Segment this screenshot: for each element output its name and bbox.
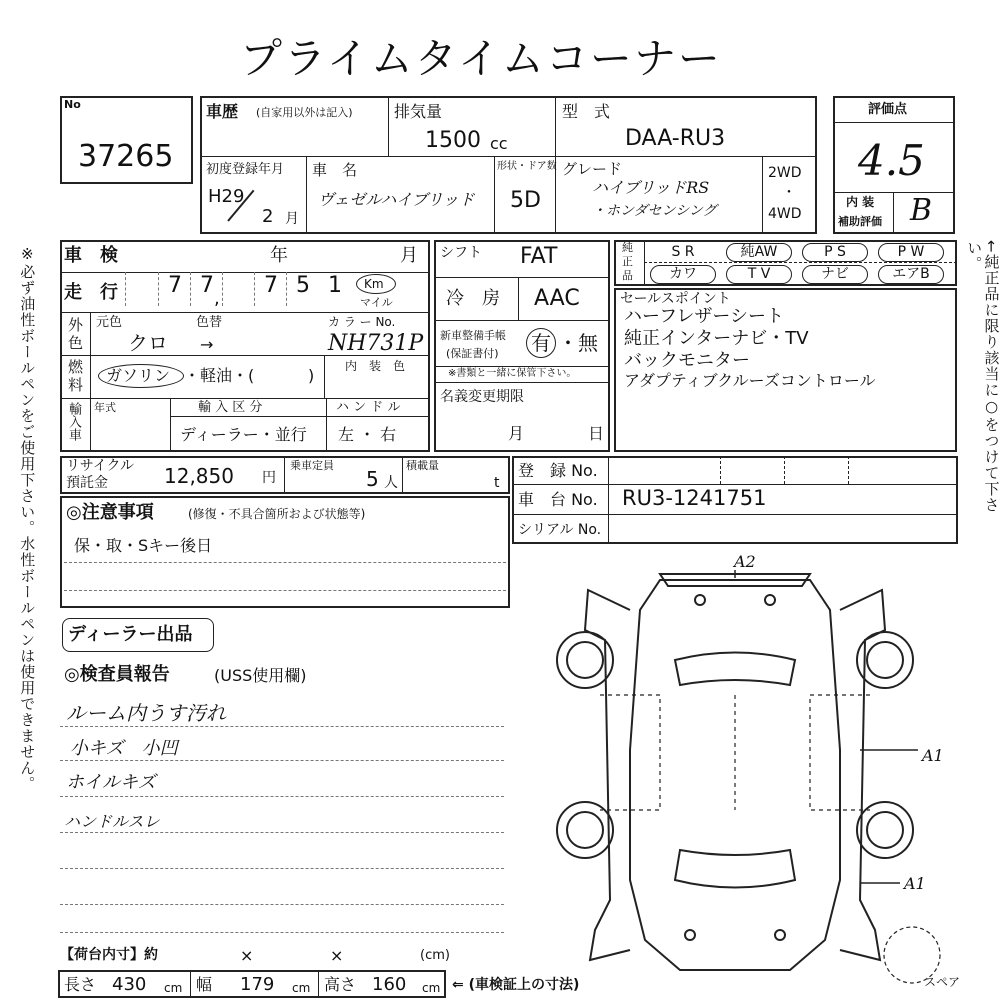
width-value: 179 — [240, 974, 275, 995]
drive-4wd: 4WD — [768, 206, 802, 222]
lot-number: 37265 — [78, 139, 174, 174]
ac-value: AAC — [534, 286, 580, 311]
displacement-unit: cc — [490, 134, 508, 153]
manual-yes: 有 — [531, 331, 551, 355]
genuine-part-item: S R — [671, 244, 695, 260]
interior-color-label: 内 装 色 — [345, 359, 406, 373]
reg-number-label: 登 録 No. — [518, 461, 598, 480]
manual-note: ※書類と一緒に保管下さい。 — [448, 368, 577, 379]
car-damage-diagram — [540, 550, 960, 990]
drive-2wd: 2WD — [768, 165, 802, 181]
car-name-value: ヴェゼルハイブリッド — [318, 190, 475, 209]
load-unit: t — [494, 475, 500, 491]
inspection-year: 年 — [270, 245, 288, 266]
interior-label-1: 内 装 — [846, 195, 875, 209]
genuine-part-item: P S — [802, 243, 868, 262]
mileage-digit: 5 — [296, 273, 310, 298]
left-side-note: ※必ず油性ボールペンをご使用下さい。水性ボールペンは使用できません。 — [18, 245, 37, 792]
mileage-digit: 7 — [200, 273, 214, 298]
car-name-label: 車 名 — [312, 161, 358, 179]
chassis-label: 車 台 No. — [518, 490, 598, 509]
height-value: 160 — [372, 974, 407, 995]
shift-label: シフト — [440, 245, 482, 261]
score-value: 4.5 — [858, 136, 925, 185]
first-reg-label: 初度登録年月 — [206, 162, 285, 177]
mileage-unit-km: Km — [364, 277, 384, 291]
rear-light — [695, 595, 705, 605]
import-type-label: 輸 入 区 分 — [198, 400, 263, 415]
recycle-value: 12,850 — [164, 464, 234, 488]
fuel-side-label-2: 料 — [68, 376, 84, 394]
manual-label-1: 新車整備手帳 — [440, 329, 506, 342]
sales-points-label: セールスポイント — [620, 291, 731, 307]
cargo-x1: × — [240, 946, 254, 965]
score-label: 評価点 — [868, 102, 908, 117]
import-year-label: 年式 — [94, 401, 116, 414]
mileage-digit: 1 — [328, 273, 342, 298]
color-side-label-2: 色 — [68, 334, 84, 352]
interior-value: B — [910, 193, 933, 228]
door-lines — [600, 695, 870, 810]
history-note: (自家用以外は記入) — [256, 106, 353, 119]
inspection-label: 車 検 — [64, 245, 118, 266]
sales-point-item: バックモニター — [624, 350, 750, 371]
notes-value: 保・取・Sキー後日 — [74, 536, 213, 555]
inspector-line: 小キズ 小凹 — [70, 738, 178, 759]
import-side-label: 輸入車 — [66, 402, 81, 441]
wheel-rear-right-hub — [867, 642, 903, 678]
handle-value: 左 ・ 右 — [338, 425, 397, 444]
name-change-day: 日 — [588, 424, 605, 443]
genuine-label-1: 純 — [622, 241, 633, 254]
body-door-label: 形状・ドア数 — [497, 161, 557, 172]
mileage-digit: 7 — [264, 273, 278, 298]
mileage-label: 走 行 — [64, 282, 118, 303]
wheel-front-right — [857, 802, 913, 858]
cargo-unit: (cm) — [420, 948, 450, 963]
cargo-label: 【荷台内寸】約 — [60, 947, 158, 963]
spare-label: スペア — [924, 975, 961, 989]
first-reg-month: 2 — [262, 206, 274, 227]
genuine-part-item: P W — [878, 243, 944, 262]
drive-dot: ・ — [782, 185, 796, 201]
inspector-label: ◎検査員報告 — [64, 664, 170, 685]
left-side-panel — [585, 590, 630, 960]
import-type-value: ディーラー・並行 — [180, 425, 307, 444]
grade-line2: ・ホンダセンシング — [592, 203, 717, 219]
displacement-value: 1500 — [425, 128, 481, 153]
first-reg-month-unit: 月 — [285, 211, 299, 227]
name-change-label: 名義変更期限 — [440, 389, 524, 405]
lot-label: No — [64, 98, 81, 111]
front-light — [775, 930, 785, 940]
windshield — [675, 850, 795, 888]
color-code-label: カ ラ ー No. — [328, 315, 396, 329]
height-label: 高さ — [324, 975, 357, 994]
fuel-gasoline: ガソリン — [106, 366, 171, 385]
wheel-front-right-hub — [867, 812, 903, 848]
wheel-rear-left-hub — [567, 642, 603, 678]
wheel-front-left — [557, 802, 613, 858]
color-arrow: → — [200, 335, 214, 354]
handle-label: ハ ン ド ル — [336, 400, 401, 415]
diagram-a2: A2 — [734, 552, 756, 571]
model-value: DAA-RU3 — [625, 126, 726, 151]
length-value: 430 — [112, 974, 147, 995]
model-label: 型 式 — [562, 102, 611, 121]
width-label: 幅 — [196, 975, 213, 994]
genuine-part-item: T V — [726, 265, 792, 284]
history-label: 車歴 — [206, 102, 239, 121]
fuel-rest: ・軽油・( — [184, 366, 255, 385]
mileage-unit-mile: マイル — [360, 296, 393, 309]
notes-label: ◎注意事項 — [66, 502, 154, 523]
color-orig-label: 元色 — [96, 315, 123, 330]
height-unit: cm — [422, 981, 441, 995]
capacity-unit: 人 — [384, 475, 398, 491]
wheel-front-left-hub — [567, 812, 603, 848]
inspector-line: ハンドルスレ — [64, 812, 160, 831]
genuine-label-3: 品 — [622, 269, 633, 282]
recycle-label-1: リサイクル — [66, 458, 135, 474]
manual-label-2: (保証書付) — [446, 347, 499, 360]
displacement-label: 排気量 — [394, 102, 443, 121]
grade-label: グレード — [562, 160, 623, 178]
shift-value: FAT — [520, 244, 558, 269]
inspector-line: ホイルキズ — [66, 772, 156, 793]
ac-label: 冷 房 — [446, 288, 500, 309]
front-light — [685, 930, 695, 940]
dims-note: ⇐ (車検証上の寸法) — [452, 977, 580, 993]
body-door-value: 5D — [510, 188, 541, 213]
rear-light — [765, 595, 775, 605]
diagram-a1: A1 — [904, 874, 926, 893]
color-code-value: NH731P — [328, 331, 424, 356]
manual-no: ・無 — [558, 331, 598, 355]
genuine-part-item: カワ — [650, 265, 716, 284]
sales-point-item: 純正インターナビ・TV — [624, 328, 809, 349]
genuine-part-item: ナビ — [802, 265, 868, 284]
color-side-label-1: 外 — [68, 316, 84, 334]
length-unit: cm — [164, 981, 183, 995]
right-side-panel — [840, 590, 885, 960]
recycle-unit: 円 — [262, 470, 276, 486]
right-side-note: ←純正品に限り該当に○をつけて下さい。 — [965, 240, 1000, 513]
notes-sub: (修復・不具合箇所および状態等) — [188, 507, 366, 521]
diagram-a1: A1 — [922, 746, 944, 765]
inspector-sub: (USS使用欄) — [214, 666, 307, 685]
fuel-side-label-1: 燃 — [68, 358, 84, 376]
grade-line1: ハイブリッドRS — [592, 178, 710, 197]
width-unit: cm — [292, 981, 311, 995]
mileage-digit: 7 — [168, 273, 182, 298]
recycle-label-2: 預託金 — [66, 475, 108, 491]
first-reg-era-year: H29 — [208, 186, 245, 207]
genuine-part-item: エアB — [878, 265, 944, 284]
sales-point-item: アダプティブクルーズコントロール — [624, 371, 876, 390]
genuine-part-item: 純AW — [726, 243, 792, 262]
inspector-line: ルーム内うす汚れ — [66, 701, 226, 725]
load-label: 積載量 — [406, 459, 439, 472]
rear-window — [675, 653, 795, 686]
sales-point-item: ハーフレザーシート — [624, 306, 785, 327]
page-title: プライムタイムコーナー — [240, 34, 722, 83]
name-change-month: 月 — [508, 424, 525, 443]
capacity-value: 5 — [366, 467, 379, 491]
inspection-month: 月 — [400, 245, 418, 266]
chassis-value: RU3-1241751 — [622, 486, 767, 510]
dealer-label: ディーラー出品 — [68, 624, 193, 645]
color-orig-value: クロ — [128, 331, 168, 355]
interior-label-2: 補助評価 — [838, 215, 882, 228]
serial-label: シリアル No. — [518, 522, 602, 538]
color-change-label: 色替 — [196, 315, 223, 330]
genuine-label-2: 正 — [622, 255, 633, 268]
cargo-x2: × — [330, 946, 344, 965]
length-label: 長さ — [64, 975, 97, 994]
capacity-label: 乗車定員 — [290, 459, 334, 472]
fuel-close: ) — [308, 366, 315, 385]
